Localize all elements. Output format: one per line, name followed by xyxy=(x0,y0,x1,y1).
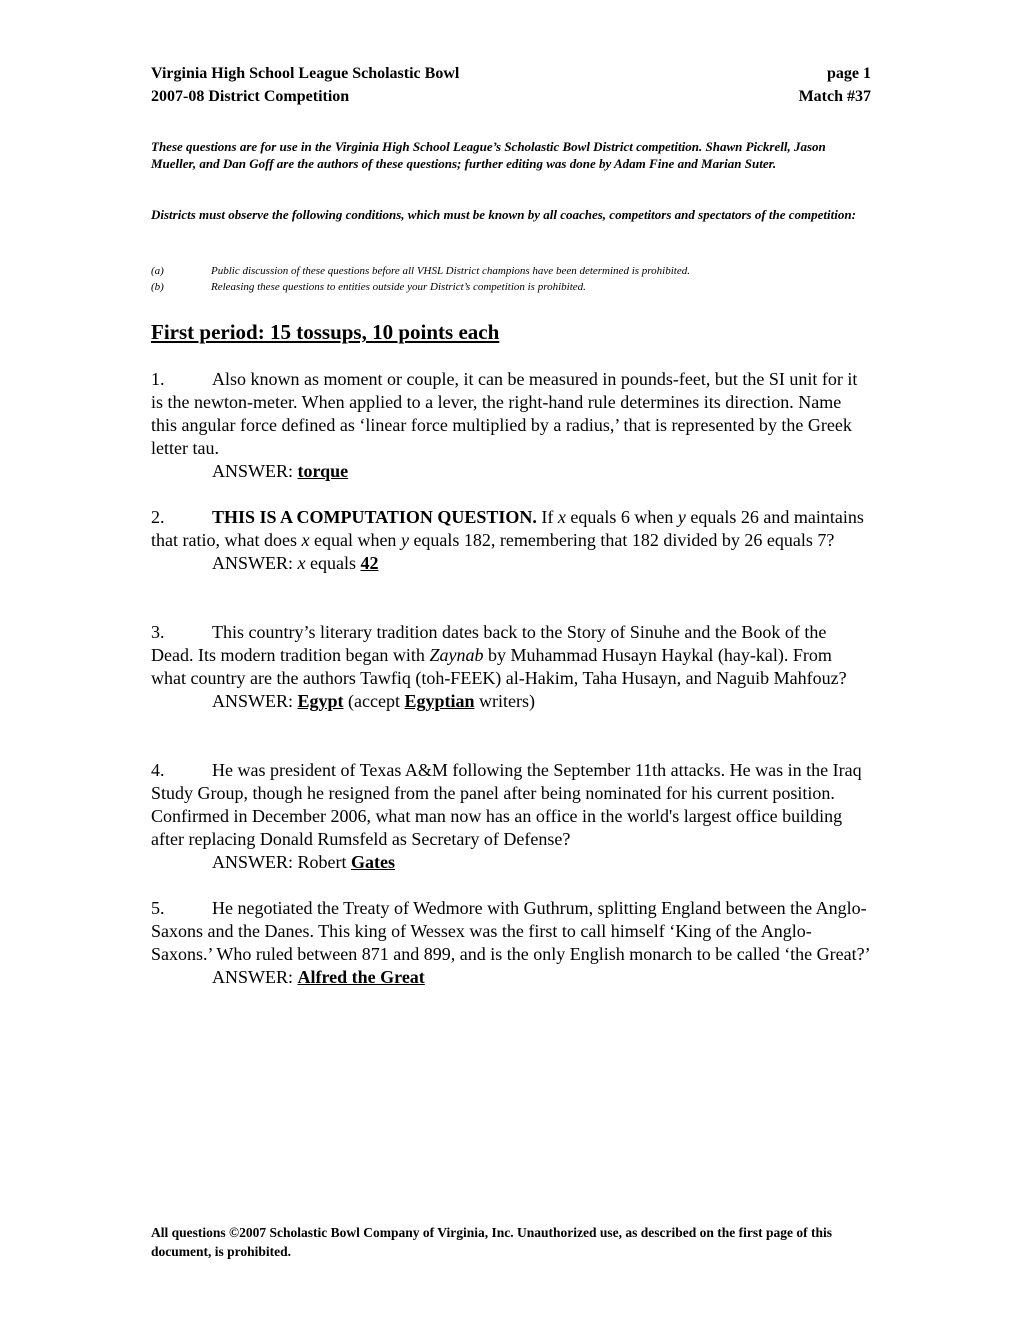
answer-line xyxy=(151,460,871,483)
answer-text: writers) xyxy=(474,691,535,711)
question-text: equals 6 when xyxy=(565,507,678,527)
answer-label: ANSWER: xyxy=(212,967,298,987)
period-title: First period: 15 tossups, 10 points each xyxy=(151,320,500,344)
answer-key: 42 xyxy=(360,553,379,573)
condition-label: (a) xyxy=(151,265,164,277)
answer-line xyxy=(151,552,871,575)
answer-key-alt: Egyptian xyxy=(404,691,475,711)
header-title: Virginia High School League Scholastic Bowl xyxy=(151,65,460,82)
condition-text: Public discussion of these questions before all VHSL District champions have been determined is prohibited. xyxy=(211,265,690,277)
question-number: 1. xyxy=(151,369,165,389)
answer-label: ANSWER: Robert xyxy=(212,852,351,872)
intro-paragraph: These questions are for use in the Virginia High School League’s Scholastic Bowl District competition. Shawn Pickrell, Jason Mueller, and Dan Goff are the authors of these questions; further editing was done by Adam Fine and Marian Suter. xyxy=(151,139,826,171)
question-text: He negotiated the Treaty of Wedmore with Guthrum, splitting England between the Anglo-Saxons and the Danes. This king of Wessex was the first to call himself ‘King of the Anglo-Saxons.’ Who ruled between 871 and 899, and is the only English monarch to be called ‘the Great?’ xyxy=(151,898,871,964)
variable-x: x xyxy=(557,507,566,527)
question-text: equal when xyxy=(309,530,401,550)
variable-x: x xyxy=(301,530,310,550)
question-text: If xyxy=(536,507,558,527)
answer-text: (accept xyxy=(343,691,405,711)
copyright-footer: All questions ©2007 Scholastic Bowl Company of Virginia, Inc. Unauthorized use, as described on the first page of this document, is prohibited. xyxy=(151,1225,833,1259)
question-2 xyxy=(151,506,871,575)
answer-key: torque xyxy=(297,461,349,481)
question-5 xyxy=(151,897,871,989)
computation-lead: THIS IS A COMPUTATION QUESTION. xyxy=(212,507,537,527)
question-number: 3. xyxy=(151,622,165,642)
question-text: He was president of Texas A&M following the September 11th attacks. He was in the Iraq Study Group, though he resigned from the panel after being nominated for his current position. Confirmed in December 2006, what man now has an office in the world's largest office building after replacing Donald Rumsfeld as Secretary of Defense? xyxy=(151,760,862,849)
page-header-line-1 xyxy=(151,63,871,85)
answer-text: equals xyxy=(305,553,361,573)
question-text: equals 26 and maintains that ratio, what does xyxy=(151,507,864,550)
answer-line xyxy=(151,851,871,874)
answer-label: ANSWER: xyxy=(212,691,298,711)
question-text: Also known as moment or couple, it can be measured in pounds-feet, but the SI unit for it is the newton-meter. When applied to a lever, the right-hand rule determines its direction. Name this angular force defined as ‘linear force multiplied by a radius,’ that is represented by the Greek letter tau. xyxy=(151,369,858,458)
question-1 xyxy=(151,368,871,483)
question-3 xyxy=(151,621,871,713)
book-title: Zaynab xyxy=(429,645,484,665)
answer-line xyxy=(151,690,871,713)
answer-line xyxy=(151,966,871,989)
answer-key: Alfred the Great xyxy=(297,967,425,987)
page-number: page 1 xyxy=(827,65,871,82)
variable-y: y xyxy=(400,530,409,550)
question-number: 4. xyxy=(151,760,165,780)
answer-key: Egypt xyxy=(297,691,344,711)
variable-y: y xyxy=(677,507,686,527)
page-header-line-2 xyxy=(151,86,871,108)
condition-label: (b) xyxy=(151,281,164,293)
answer-label: ANSWER: xyxy=(212,461,298,481)
answer-key: Gates xyxy=(351,852,395,872)
answer-label: ANSWER: xyxy=(212,553,298,573)
question-4 xyxy=(151,759,871,874)
header-subtitle: 2007-08 District Competition xyxy=(151,88,350,105)
question-text: by Muhammad Husayn Haykal (hay-kal). From what country are the authors Tawfiq (toh-FEEK) al-Hakim, Taha Husayn, and Naguib Mahfouz? xyxy=(151,645,847,688)
condition-text: Releasing these questions to entities outside your District’s competition is prohibited. xyxy=(211,281,586,293)
conditions-intro: Districts must observe the following conditions, which must be known by all coaches, competitors and spectators of the competition: xyxy=(151,207,856,222)
question-text: equals 182, remembering that 182 divided by 26 equals 7? xyxy=(408,530,835,550)
question-number: 2. xyxy=(151,507,165,527)
question-text: This country’s literary tradition dates back to the Story of Sinuhe and the Book of the Dead. Its modern tradition began with xyxy=(151,622,827,665)
variable-x: x xyxy=(297,553,306,573)
match-number: Match #37 xyxy=(798,88,871,105)
question-number: 5. xyxy=(151,898,165,918)
